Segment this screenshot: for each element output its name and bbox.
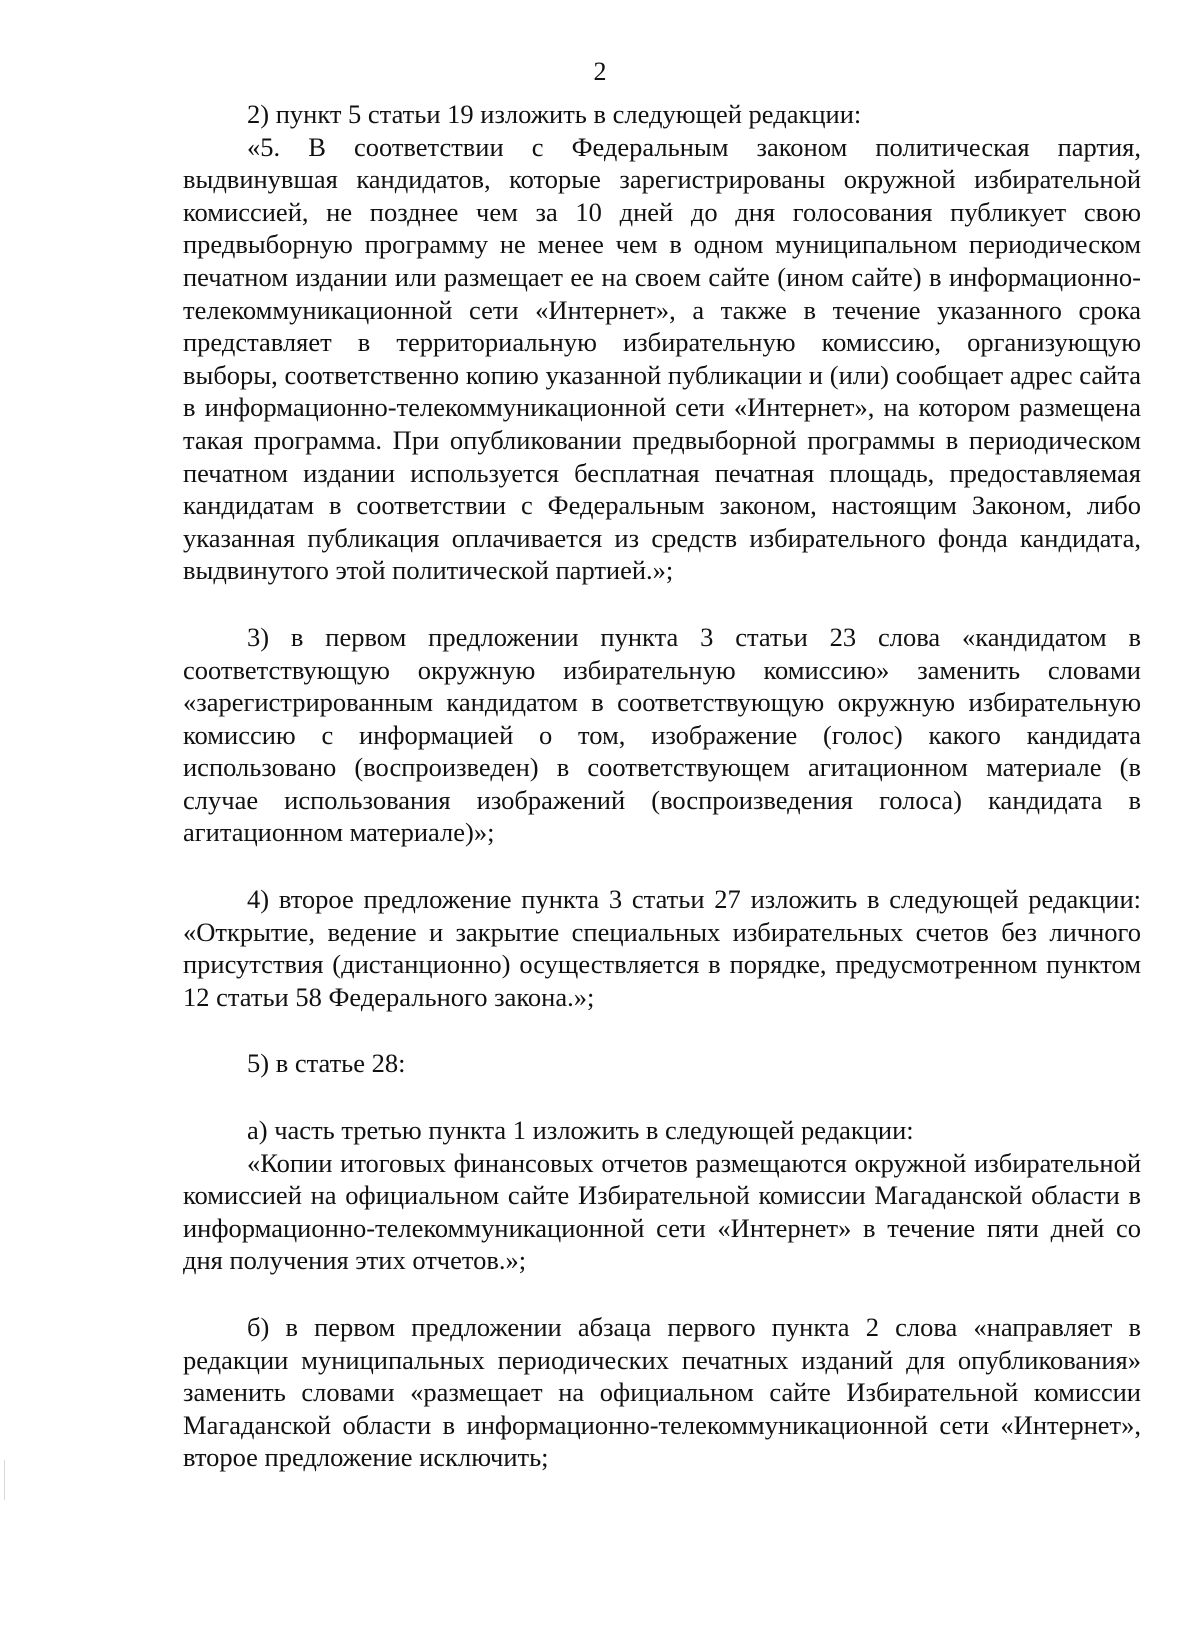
paragraph-item-2-intro: 2) пункт 5 статьи 19 изложить в следующей редакции: (247, 99, 862, 129)
paragraph-item-5a-intro: а) часть третью пункта 1 изложить в следующей редакции: (247, 1115, 914, 1146)
paragraph-item-5: 5) в статье 28: (247, 1048, 406, 1079)
paragraph-item-5a-text: «Копии итоговых финансовых отчетов размещаются окружной избирательной комиссией на официальном сайте Избирательной комиссии Магаданской области в информационно-телекоммуникационной сети «Интернет» в течение пяти дней со дня получения этих отчетов.»; (183, 1147, 1141, 1276)
scan-edge-mark (4, 1460, 5, 1500)
paragraph-item-5b: б) в первом предложении абзаца первого пункта 2 слова «направляет в редакции муниципальных периодических печатных изданий для опубликования» заменить словами «размещает на официальном сайте Избирательной комиссии Магаданской области в информационно-телекоммуникационной сети «Интернет», второе предложение исключить; (183, 1312, 1141, 1473)
page-number: 2 (593, 57, 607, 86)
document-body (183, 98, 1141, 1474)
paragraph-item-4: 4) второе предложение пункта 3 статьи 27 изложить в следующей редакции: «Открытие, ведение и закрытие специальных избирательных счетов без личного присутствия (дистанционно) осуществляется в порядке, предусмотренном пунктом 12 статьи 58 Федерального закона.»; (183, 884, 1141, 1012)
paragraph-item-3: 3) в первом предложении пункта 3 статьи 23 слова «кандидатом в соответствующую окружную избирательную комиссию» заменить словами «зарегистрированным кандидатом в соответствующую окружную избирательную комиссию с информацией о том, изображение (голос) какого кандидата использовано (воспроизведен) в соответствующем агитационном материале (в случае использования изображений (воспроизведения голоса) кандидата в агитационном материале)»; (183, 621, 1141, 848)
paragraph-item-2-text: «5. В соответствии с Федеральным законом политическая партия, выдвинувшая кандидатов, которые зарегистрированы окружной избирательной комиссией, не позднее чем за 10 дней до дня голосования публикует свою предвыборную программу не менее чем в одном муниципальном периодическом печатном издании или размещает ее на своем сайте (ином сайте) в информационно-телекоммуникационной сети «Интернет», а также в течение указанного срока представляет в территориальную избирательную комиссию, организующую выборы, соответственно копию указанной публикации и (или) сообщает адрес сайта в информационно-телекоммуникационной сети «Интернет», на котором размещена такая программа. При опубликовании предвыборной программы в периодическом печатном издании используется бесплатная печатная площадь, предоставляемая кандидатам в соответствии с Федеральным законом, настоящим Законом, либо указанная публикация оплачивается из средств избирательного фонда кандидата, выдвинутого этой политической партией.»; (183, 131, 1141, 586)
